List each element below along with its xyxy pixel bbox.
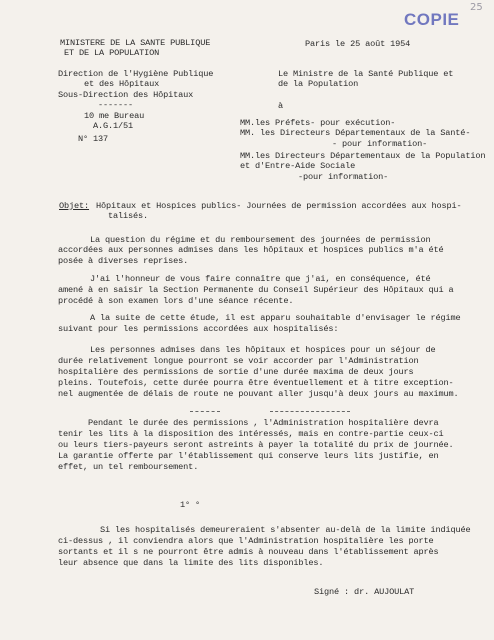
recipient-line1: MM.les Préfets- pour exécution- [240,118,396,128]
copie-stamp: COPIE [404,10,460,29]
paragraph5-line: Pendant le durée des permissions , l'Administration hospitalière devra [88,418,439,428]
separator: ------- [98,100,134,110]
signature: Signé : dr. AUJOULAT [314,587,415,597]
dash-rule [190,411,220,412]
paragraph4-line: durée relativement longue pourront se voir accorder par l'Administration [58,356,419,366]
paragraph3-line: A la suite de cette étude, il est apparu souhaitable d'envisager le régime [90,313,461,323]
subject-label: Objet: [59,201,90,211]
direction-line2: et des Hôpitaux [84,79,160,89]
recipient-line3: - pour information- [332,139,428,149]
reference: A.G.1/51 [93,121,134,131]
subject-line1: Hôpitaux et Hospices publics- Journées de permission accordées aux hospi- [96,201,462,211]
paragraph6-line: Si les hospitalisés demeureraient s'absenter au-delà de la limite indiquée [100,525,471,535]
subdirection: Sous-Direction des Hôpitaux [58,90,194,100]
sender-line2: de la Population [278,79,359,89]
paragraph2-line: amené à en saisir la Section Permanente du Conseil Supérieur des Hôpitaux qui a [58,285,454,295]
paragraph3-line: suivant pour les permissions accordées aux hospitalisés: [58,324,339,334]
dash-rule [270,411,350,412]
bureau: 10 me Bureau [84,111,145,121]
paragraph2-line: J'ai l'honneur de vous faire connaître que j'ai, en conséquence, été [90,274,431,284]
paragraph6-line: leur absence que dans la limite des lits disponibles. [58,558,324,568]
paragraph4-line: nel augmentée de délais de route ne pouvant aller jusqu'à deux jours au maximum. [58,389,459,399]
sender-line1: Le Ministre de la Santé Publique et [278,69,454,79]
paragraph4-line: pleins. Toutefois, cette durée pourra être éventuellement et à titre exception- [58,378,454,388]
paragraph5-line: ou leurs tiers-payeurs seront astreints à payer la totalité du prix de journée. [58,440,454,450]
paragraph6-line: ci-dessus , il conviendra alors que l'Administration hospitalière les porte [58,536,434,546]
paragraph4-line: hospitalière des permissions de sortie d'une durée maxima de deux jours [58,367,414,377]
recipient-line5: et d'Entre-Aide Sociale [240,161,356,171]
paragraph1-line: La question du régime et du remboursement des journées de permission [90,235,431,245]
subject-line2: talisés. [108,211,149,221]
paragraph2-line: procédé à son examen lors d'une séance récente. [58,296,294,306]
paragraph5-line: effet, un tel remboursement. [58,462,199,472]
paragraph6-marker: 1° ° [180,500,201,510]
recipient-line6: -pour information- [298,172,389,182]
direction-line1: Direction de l'Hygiène Publique [58,69,214,79]
paragraph5-line: La garantie offerte par l'établissement qui conserve leurs lits justifie, en [58,451,439,461]
paragraph1-line: posée à diverses reprises. [58,256,189,266]
paragraph1-line: accordées aux personnes admises dans les hôpitaux et hospices publics m'a été [58,245,444,255]
document-number: N° 137 [78,134,109,144]
ministry-line1: MINISTERE DE LA SANTE PUBLIQUE [60,38,211,48]
paragraph5-line: tenir les lits à la disposition des intéressés, mais en contre-partie ceux-ci [58,429,444,439]
recipient-line4: MM.les Directeurs Départementaux de la Population [240,151,486,161]
recipients-a: à [278,101,284,111]
recipient-line2: MM. les Directeurs Départementaux de la Santé- [240,128,471,138]
ministry-line2: ET DE LA POPULATION [64,48,160,58]
paragraph4-line: Les personnes admises dans les hôpitaux et hospices pour un séjour de [90,345,436,355]
paragraph6-line: sortants et il s ne pourront être admis à nouveau dans l'établissement après [58,547,439,557]
handwritten-page-number: 25 [470,2,483,13]
place-date: Paris le 25 août 1954 [305,39,411,49]
